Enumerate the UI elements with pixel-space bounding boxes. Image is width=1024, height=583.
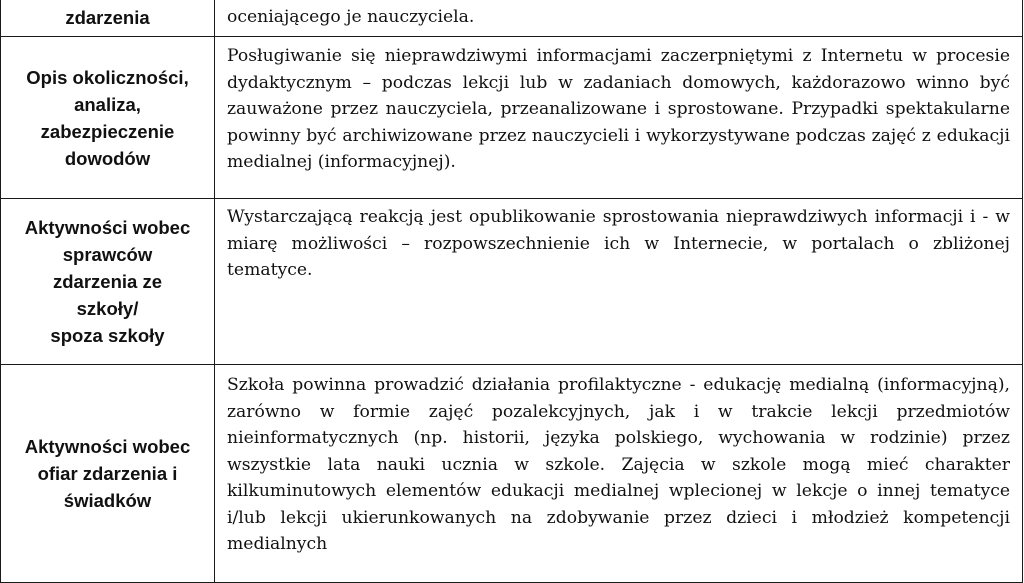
row-text: oceniającego je nauczyciela. <box>215 0 1023 37</box>
table-row <box>1 37 1023 199</box>
row-label-line: zabezpieczenie <box>40 120 175 142</box>
row-text: Posługiwanie się nieprawdziwymi informacjami zaczerpniętymi z Internetu w procesie dydaktycznym – podczas lekcji lub w zadaniach domowych, każdorazowo winno być zauważone przez nauczyciela, przeanalizowane i sprostowane. Przypadki spektakularne powinny być archiwizowane przez nauczycieli i wykorzystywane podczas zajęć z edukacji medialnej (informacyjnej). <box>215 37 1023 199</box>
table-row <box>1 0 1023 37</box>
row-label <box>1 37 215 199</box>
table-row <box>1 199 1023 365</box>
row-label <box>1 0 215 37</box>
row-label-line: Opis okoliczności, <box>26 66 189 88</box>
row-label <box>1 365 215 583</box>
row-label-line: spoza szkoły <box>50 325 165 346</box>
row-label-line: Aktywności wobec <box>24 217 191 238</box>
table-row <box>1 365 1023 583</box>
row-label <box>1 199 215 365</box>
row-text: Szkoła powinna prowadzić działania profilaktyczne - edukację medialną (informacyjną), zarówno w formie zajęć pozalekcyjnych, jak i w trakcie lekcji przedmiotów nieinformatycznych (np. historii, języka polskiego, wychowania w rodzinie) przez wszystkie lata nauki ucznia w szkole. Zajęcia w szkole mogą mieć charakter kilkuminutowych elementów edukacji medialnej wplecionej w lekcje o innej tematyce i/lub lekcji ukierunkowanych na zdobywanie przez dzieci i młodzież kompetencji medialnych <box>215 365 1023 583</box>
row-label-line: zdarzenia ze <box>53 271 162 292</box>
row-label-line: dowodów <box>64 147 151 169</box>
row-label-line: ofiar zdarzenia i <box>37 463 178 484</box>
row-label-line: sprawców <box>62 244 153 265</box>
row-label-line: zdarzenia <box>65 6 150 28</box>
row-label-line: Aktywności wobec <box>24 436 191 457</box>
row-text: Wystarczającą reakcją jest opublikowanie sprostowania nieprawdziwych informacji i - w miarę możliwości – rozpowszechnienie ich w Internecie, w portalach o zbliżonej tematyce. <box>215 199 1023 365</box>
row-label-line: analiza, <box>74 93 141 115</box>
row-label-line: świadków <box>63 490 152 511</box>
row-label-line: szkoły/ <box>76 298 139 319</box>
